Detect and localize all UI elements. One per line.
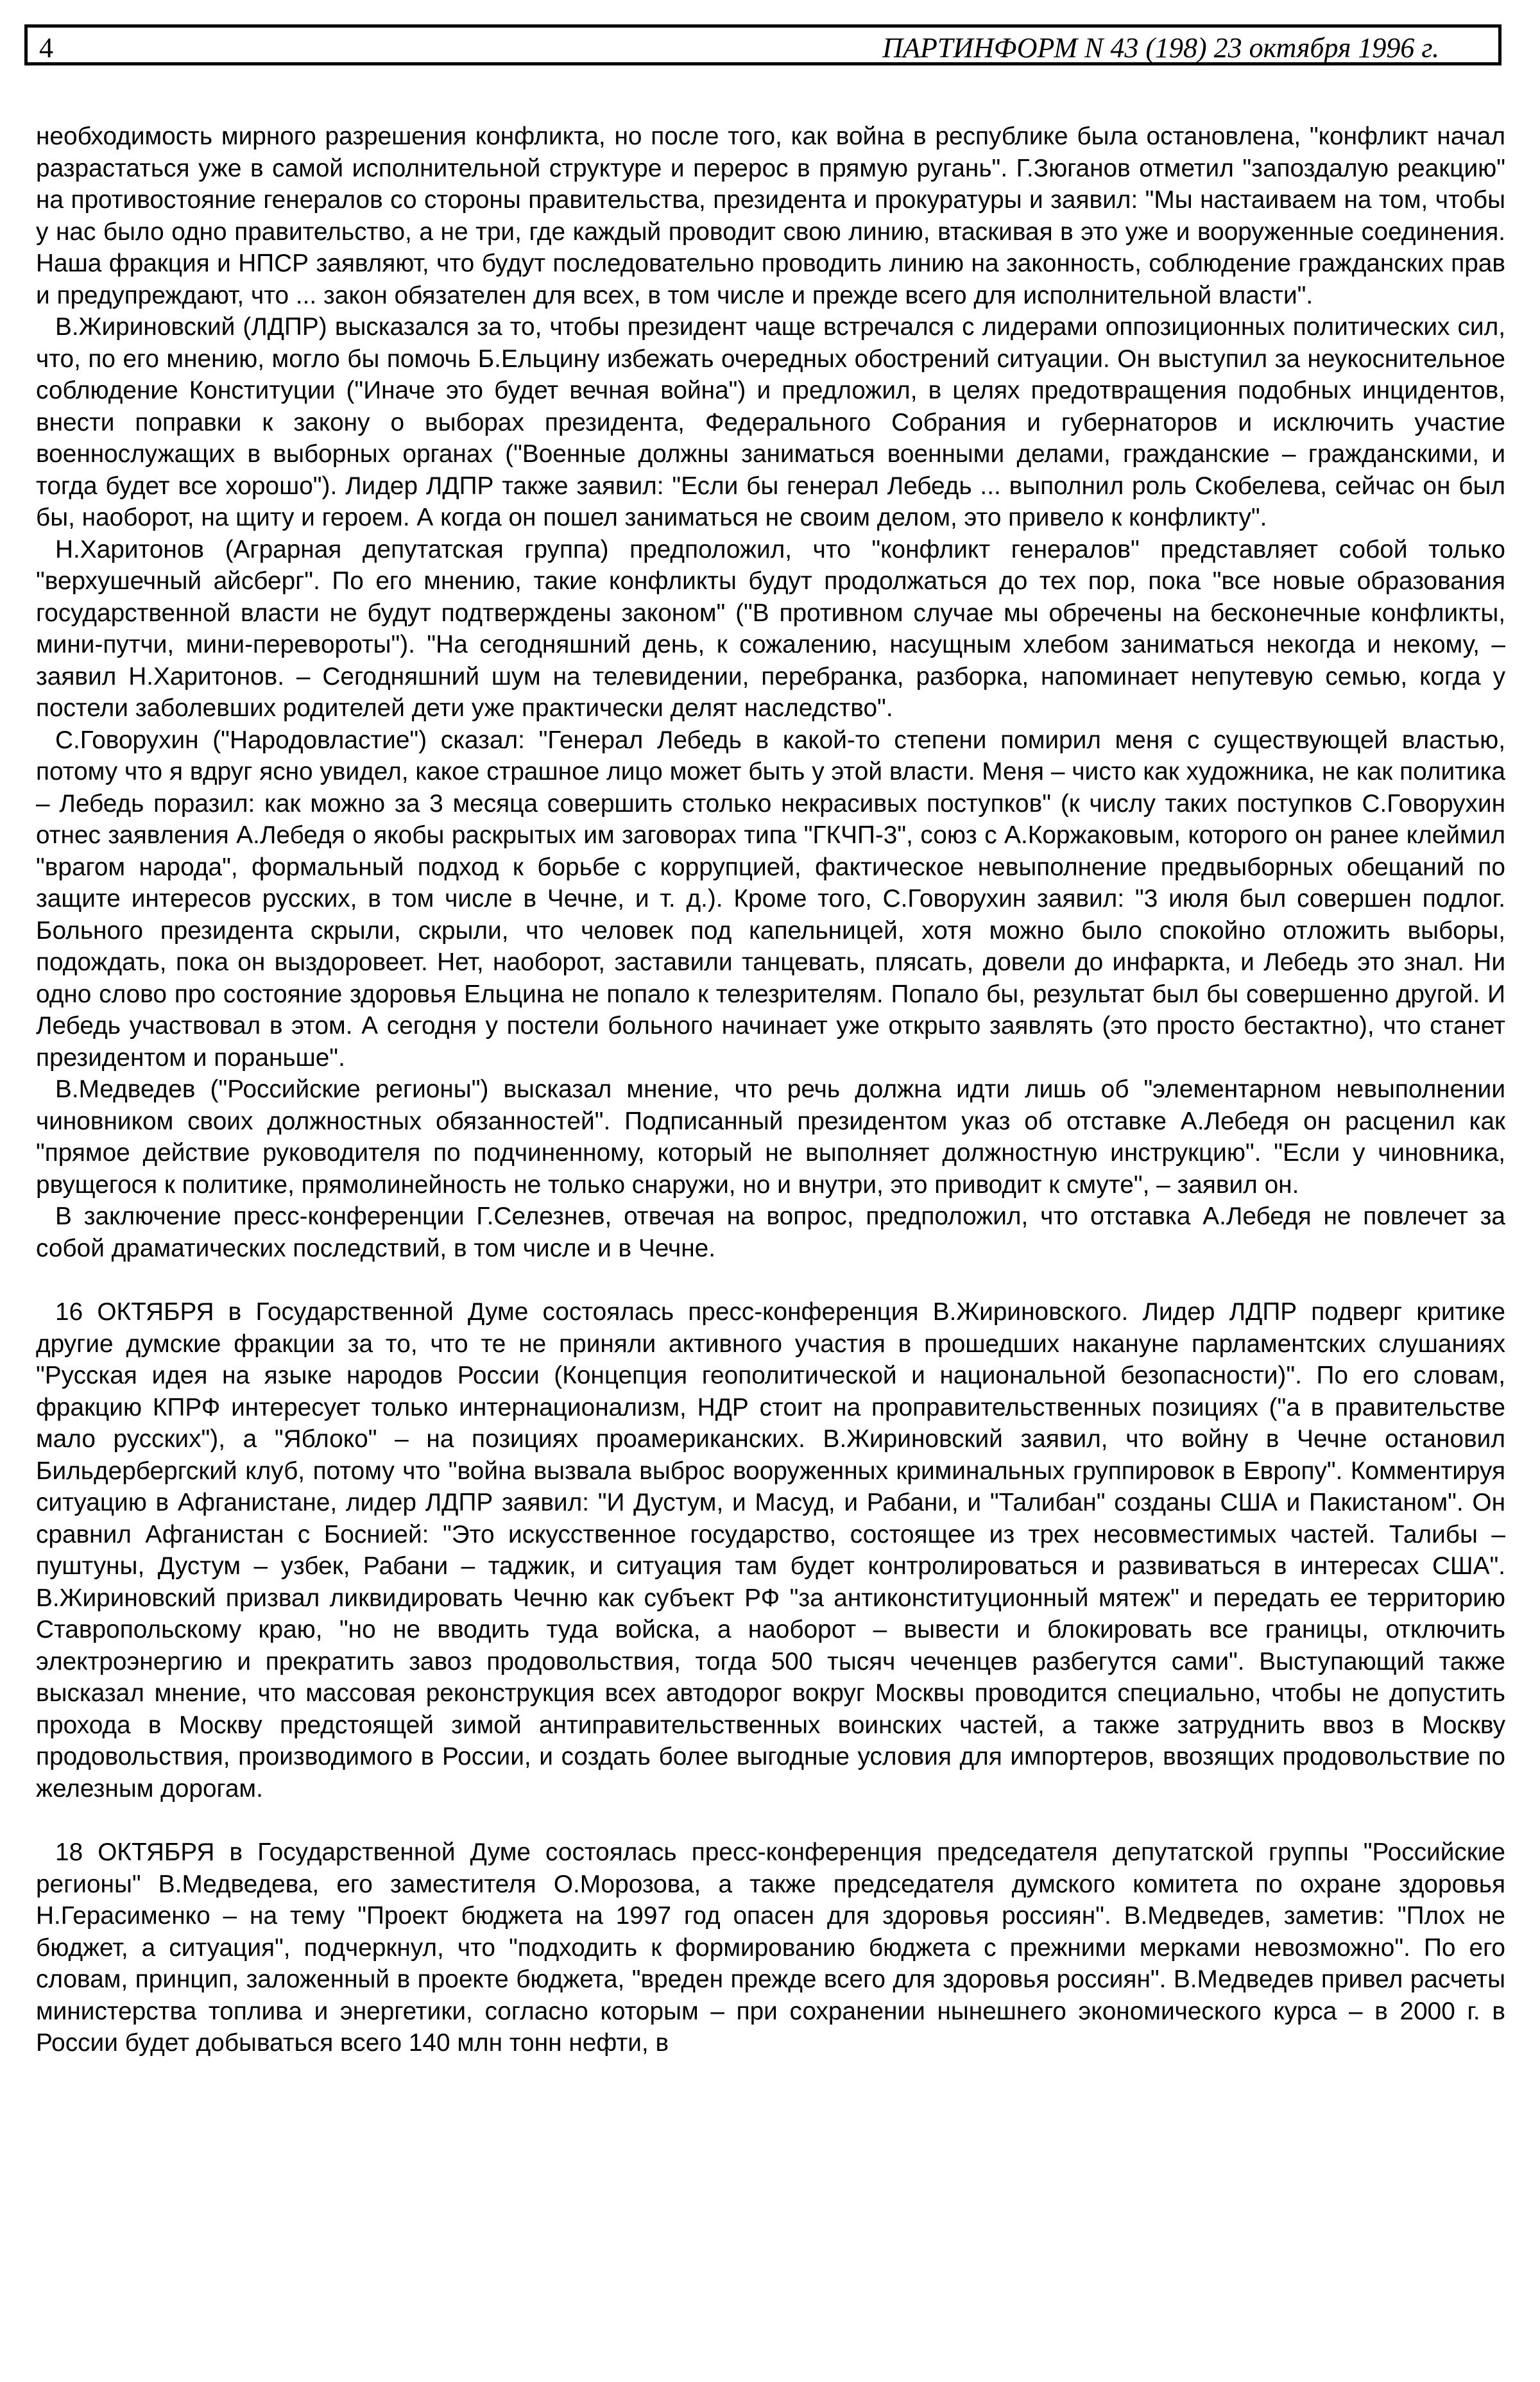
page-header [24, 24, 1502, 65]
paragraph: С.Говорухин ("Народовластие") сказал: "Генерал Лебедь в какой-то степени помирил меня с существующей властью, потому что я вдруг ясно увидел, какое страшное лицо может быть у этой власти. Меня – чисто как художника, не как политика – Лебедь поразил: как можно за 3 месяца совершить столько некрасивых поступков" (к числу таких поступков С.Говорухин отнес заявления А.Лебедя о якобы раскрытых им заговорах типа "ГКЧП-3", союз с А.Коржаковым, которого он ранее клеймил "врагом народа", формальный подход к борьбе с коррупцией, фактическое невыполнение предвыборных обещаний по защите интересов русских, в том числе в Чечне, и т. д.). Кроме того, С.Говорухин заявил: "3 июля был совершен подлог. Больного президента скрыли, скрыли, что человек под капельницей, хотя можно было спокойно отложить выборы, подождать, пока он выздоровеет. Нет, наоборот, заставили танцевать, плясать, довели до инфаркта, и Лебедь это знал. Ни одно слово про состояние здоровья Ельцина не попало к телезрителям. Попало бы, результат был бы совершенно другой. И Лебедь участвовал в этом. А сегодня у постели больного начинает уже открыто заявлять (это просто бестактно), что станет президентом и пораньше". [36, 726, 1505, 1072]
paragraph: В.Медведев ("Российские регионы") высказал мнение, что речь должна идти лишь об "элементарном невыполнении чиновником своих должностных обязанностей". Подписанный президентом указ об отставке А.Лебедя он расценил как "прямое действие руководителя по подчиненному, который не выполняет должностную инструкцию". "Если у чиновника, рвущегося к политике, прямолинейность не только снаружи, но и внутри, это приводит к смуте", – заявил он. [36, 1075, 1505, 1199]
paragraph: необходимость мирного разрешения конфликта, но после того, как война в республике была остановлена, "конфликт начал разрастаться уже в самой исполнительной структуре и перерос в прямую ругань". Г.Зюганов отметил "запоздалую реакцию" на противостояние генералов со стороны правительства, президента и прокуратуры и заявил: "Мы настаиваем на том, чтобы у нас было одно правительство, а не три, где каждый проводит свою линию, втаскивая в это уже и вооруженные соединения. Наша фракция и НПСР заявляют, что будут последовательно проводить линию на законность, соблюдение гражданских прав и предупреждают, что ... закон обязателен для всех, в том числе и прежде всего для исполнительной власти". [36, 123, 1505, 309]
paragraph: 16 ОКТЯБРЯ в Государственной Думе состоялась пресс-конференция В.Жириновского. Лидер ЛДПР подверг критике другие думские фракции за то, что те не приняли активного участия в прошедших накануне парламентских слушаниях "Русская идея на языке народов России (Концепция геополитической и национальной безопасности)". По его словам, фракцию КПРФ интересует только интернационализм, НДР стоит на проправительственных позициях ("а в правительстве мало русских"), а "Яблоко" – на позициях проамериканских. В.Жириновский заявил, что войну в Чечне остановил Бильдербергский клуб, потому что "война вызвала выброс вооруженных криминальных группировок в Европу". Комментируя ситуацию в Афганистане, лидер ЛДПР заявил: "И Дустум, и Масуд, и Рабани, и "Талибан" созданы США и Пакистаном". Он сравнил Афганистан с Боснией: "Это искусственное государство, состоящее из трех несовместимых частей. Талибы – пуштуны, Дустум – узбек, Рабани – таджик, и ситуация там будет контролироваться и развиваться в интересах США". В.Жириновский призвал ликвидировать Чечню как субъект РФ "за антиконституционный мятеж" и передать ее территорию Ставропольскому краю, "но не вводить туда войска, а наоборот – вывести и блокировать все границы, отключить электроэнергию и прекратить завоз продовольствия, тогда 500 тысяч чеченцев разбегутся сами". Выступающий также высказал мнение, что массовая реконструкция всех автодорог вокруг Москвы проводится специально, чтобы не допустить прохода в Москву предстоящей зимой антиправительственных воинских частей, а также затруднить ввоз в Москву продовольствия, производимого в России, и создать более выгодные условия для импортеров, ввозящих продовольствие по железным дорогам. [36, 1298, 1505, 1803]
running-title: ПАРТИНФОРМ N 43 (198) 23 октября 1996 г. [882, 32, 1439, 64]
paragraph: В.Жириновский (ЛДПР) высказался за то, чтобы президент чаще встречался с лидерами оппозиционных политических сил, что, по его мнению, могло бы помочь Б.Ельцину избежать очередных обострений ситуации. Он выступил за неукоснительное соблюдение Конституции ("Иначе это будет вечная война") и предложил, в целях предотвращения подобных инцидентов, внести поправки к закону о выборах президента, Федерального Собрания и губернаторов и исключить участие военнослужащих в выборных органах ("Военные должны заниматься военными делами, гражданские – гражданскими, и тогда будет все хорошо"). Лидер ЛДПР также заявил: "Если бы генерал Лебедь ... выполнил роль Скобелева, сейчас он был бы, наоборот, на щиту и героем. А когда он пошел заниматься не своим делом, это привело к конфликту". [36, 313, 1505, 531]
page-number: 4 [39, 32, 53, 64]
paragraph: 18 ОКТЯБРЯ в Государственной Думе состоялась пресс-конференция председателя депутатской группы "Российские регионы" В.Медведева, его заместителя О.Морозова, а также председателя думского комитета по охране здоровья Н.Герасименко – на тему "Проект бюджета на 1997 год опасен для здоровья россиян". В.Медведев, заметив: "Плох не бюджет, а ситуация", подчеркнул, что "подходить к формированию бюджета с прежними мерками невозможно". По его словам, принцип, заложенный в проекте бюджета, "вреден прежде всего для здоровья россиян". В.Медведев привел расчеты министерства топлива и энергетики, согласно которым – при сохранении нынешнего экономического курса – в 2000 г. в России будет добываться всего 140 млн тонн нефти, в [36, 1838, 1505, 2057]
paragraph: Н.Харитонов (Аграрная депутатская группа) предположил, что "конфликт генералов" представляет собой только "верхушечный айсберг". По его мнению, такие конфликты будут продолжаться до тех пор, пока "все новые образования государственной власти не будут подтверждены законом" ("В противном случае мы обречены на бесконечные конфликты, мини-путчи, мини-перевороты"). "На сегодняшний день, к сожалению, насущным хлебом заниматься некогда и некому, – заявил Н.Харитонов. – Сегодняшний шум на телевидении, перебранка, разборка, напоминает непутевую семью, когда у постели заболевших родителей дети уже практически делят наследство". [36, 535, 1505, 722]
paragraph: В заключение пресс-конференции Г.Селезнев, отвечая на вопрос, предположил, что отставка А.Лебедя не повлечет за собой драматических последствий, в том числе и в Чечне. [36, 1203, 1505, 1262]
article-body [36, 121, 1505, 2059]
